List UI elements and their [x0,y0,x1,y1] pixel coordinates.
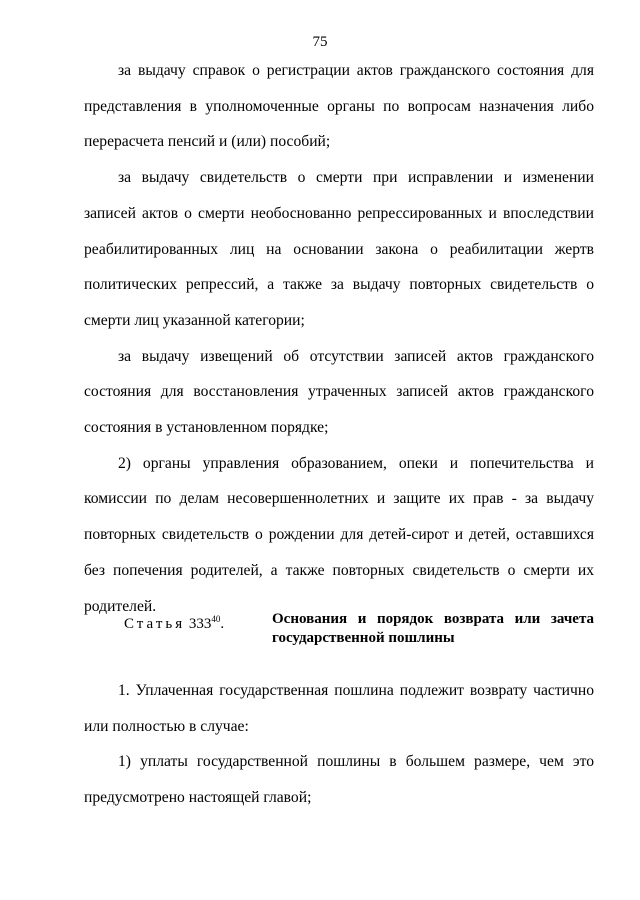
article-number: 333 [188,616,212,632]
article-label: Статья $333^{40}$. [124,614,225,632]
paragraph-certificates-registration: за выдачу справок о регистрации актов гражданского состояния для представления в уполномоченные органы по вопросам назначения либо перерасчета пенсий и (или) пособий; [84,62,594,151]
paragraph-guardianship-bodies: 2) органы управления образованием, опеки и попечительства и комиссии по делам несовершеннолетних и защите их прав - за выдачу повторных свидетельств о рождении для детей-сирот и детей, оставшихся без попечения родителей, а также повторных свидетельств о смерти их родителей. [84,454,594,615]
paragraph-absence-notices: за выдачу извещений об отсутствии записей актов гражданского состояния для восстановления утраченных записей актов гражданского состояния в установленном порядке; [84,347,594,437]
paragraph-refund-grounds: 1. Уплаченная государственная пошлина подлежит возврату частично или полностью в случае: [84,682,594,735]
body-text [84,53,594,624]
body-text-after-heading [84,673,594,816]
article-dot: . [220,616,225,632]
paragraph-death-certificates-rehabilitated: за выдачу свидетельств о смерти при исправлении и изменении записей актов о смерти необоснованно репрессированных и впоследствии реабилитированных лиц на основании закона о реабилитации жертв политических репрессий, а также за выдачу повторных свидетельств о смерти лиц указанной категории; [84,169,594,329]
article-title: Основания и порядок возврата или зачета государственной пошлины [272,611,594,646]
page-number: 75 [312,34,328,50]
article-superscript: 40 [211,614,221,624]
paragraph-overpayment: 1) уплаты государственной пошлины в большем размере, чем это предусмотрено настоящей главой; [84,753,594,807]
